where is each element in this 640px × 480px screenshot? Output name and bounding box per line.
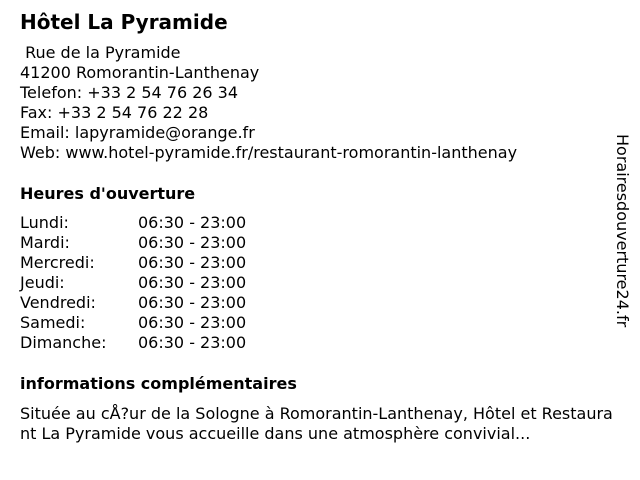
time-range: 06:30 - 23:00 xyxy=(138,213,247,232)
time-range: 06:30 - 23:00 xyxy=(138,233,247,252)
day-label: Dimanche: xyxy=(20,333,107,352)
day-label: Samedi: xyxy=(20,313,86,332)
opening-hours-heading: Heures d'ouverture xyxy=(20,184,196,203)
day-label: Lundi: xyxy=(20,213,69,232)
website-url: Web: www.hotel-pyramide.fr/restaurant-romorantin-lanthenay xyxy=(20,143,518,162)
day-label: Mercredi: xyxy=(20,253,95,272)
hours-row-thursday xyxy=(20,273,246,293)
hours-row-monday xyxy=(20,213,246,233)
hours-row-tuesday xyxy=(20,233,246,253)
page-title: Hôtel La Pyramide xyxy=(20,10,228,34)
hours-row-wednesday xyxy=(20,253,246,273)
hours-row-saturday xyxy=(20,313,246,333)
time-range: 06:30 - 23:00 xyxy=(138,253,247,272)
site-watermark: Horairesdouverture24.fr xyxy=(613,134,632,328)
hours-row-friday xyxy=(20,293,246,313)
city-address: 41200 Romorantin-Lanthenay xyxy=(20,63,260,82)
hours-row-sunday xyxy=(20,333,246,353)
time-range: 06:30 - 23:00 xyxy=(138,293,247,312)
phone-number: Telefon: +33 2 54 76 26 34 xyxy=(20,83,239,102)
time-range: 06:30 - 23:00 xyxy=(138,273,247,292)
street-address: Rue de la Pyramide xyxy=(20,43,181,62)
contact-block xyxy=(20,43,517,163)
time-range: 06:30 - 23:00 xyxy=(138,333,247,352)
hotel-description: Située au cÅ?ur de la Sologne à Romorantin-Lanthenay, Hôtel et Restaurant La Pyramide vous accueille dans une atmosphère convivial... xyxy=(20,404,613,443)
fax-number: Fax: +33 2 54 76 22 28 xyxy=(20,103,209,122)
email-address: Email: lapyramide@orange.fr xyxy=(20,123,255,142)
day-label: Mardi: xyxy=(20,233,70,252)
time-range: 06:30 - 23:00 xyxy=(138,313,247,332)
opening-hours-table xyxy=(20,213,246,353)
day-label: Vendredi: xyxy=(20,293,96,312)
day-label: Jeudi: xyxy=(20,273,65,292)
additional-info-heading: informations complémentaires xyxy=(20,374,297,393)
